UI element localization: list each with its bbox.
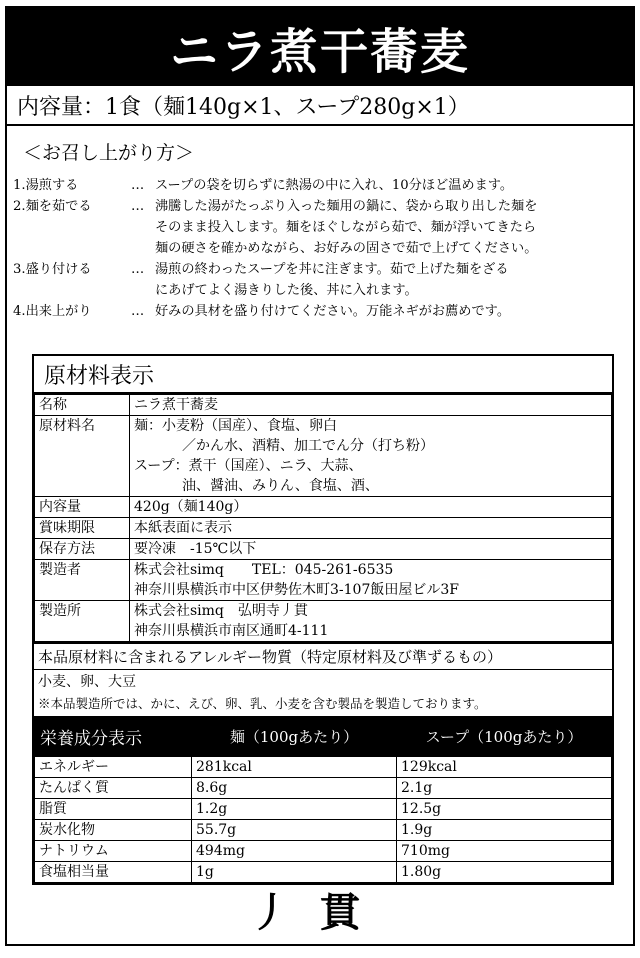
product-title: ニラ煮干蕎麦 [7,8,633,86]
step-line: スープの袋を切らずに熱湯の中に入れ、10分ほど温めます。 [155,178,514,193]
raw-value [130,416,612,497]
raw-label: 原材料名 [35,416,130,497]
maker-value [130,560,612,601]
table-row [35,862,612,883]
table-row [35,757,612,778]
table-row [35,539,612,560]
howto-steps [13,175,627,322]
howto-section [7,126,633,322]
ingredients-panel [32,354,614,885]
table-row [35,820,612,841]
step-label: 3.盛り付ける [13,262,92,277]
nutrient-name: 脂質 [35,799,192,820]
name-label: 名称 [35,395,130,416]
nutrition-heading: 栄養成分表示 [40,728,142,749]
nutrient-name: エネルギー [35,757,192,778]
nutrient-name: ナトリウム [35,841,192,862]
soup-value: 2.1g [397,778,612,799]
factory-label: 製造所 [35,601,130,642]
storage-label: 保存方法 [35,539,130,560]
table-row [35,560,612,601]
step-dots: … [131,178,145,193]
noodle-value: 494mg [192,841,397,862]
nutrition-col-noodle: 麺（100gあたり） [229,727,359,746]
nutrient-name: 食塩相当量 [35,862,192,883]
allergy-section [34,642,612,716]
ingredients-table [34,394,612,642]
content-amount: 内容量：1食（麺140g×1、スープ280g×1） [7,86,633,126]
step-body [155,301,627,322]
factory-line: 神奈川県横浜市南区通町4-111 [134,623,329,639]
allergy-body [34,670,612,716]
soup-value: 710mg [397,841,612,862]
step-line: そのまま投入します。麺をほぐしながら茹で、麺が浮いてきたら [155,220,537,235]
table-row [35,841,612,862]
nutrition-table [34,756,612,883]
soup-value: 1.80g [397,862,612,883]
step-dots: … [131,262,145,277]
howto-step [13,301,627,322]
step-dots: … [131,199,145,214]
noodle-value: 1g [192,862,397,883]
table-row [35,799,612,820]
noodle-value: 1.2g [192,799,397,820]
maker-line: 神奈川県横浜市中区伊勢佐木町3-107飯田屋ビル3F [134,582,459,598]
raw-line: スープ：煮干（国産）、ニラ、大蒜、 [134,458,363,474]
step-dots: … [131,304,145,319]
howto-step [13,196,627,259]
brand-seal: 丿貫 [250,889,390,936]
expiry-value: 本紙表面に表示 [130,518,612,539]
storage-value: 要冷凍 -15℃以下 [130,539,612,560]
maker-line: 株式会社simq TEL：045-261-6535 [134,562,394,578]
step-line: 沸騰した湯がたっぷり入った麺用の鍋に、袋から取り出した麺を [155,199,538,214]
nutrition-header [34,716,612,756]
howto-step [13,175,627,196]
allergy-items: 小麦、卵、大豆 [38,674,136,690]
factory-value [130,601,612,642]
noodle-value: 281kcal [192,757,397,778]
nutrient-name: たんぱく質 [35,778,192,799]
factory-line: 株式会社simq 弘明寺丿貫 [134,603,308,619]
table-row [35,497,612,518]
step-label: 1.湯煎する [13,178,79,193]
howto-step [13,259,627,301]
table-row [35,395,612,416]
noodle-value: 55.7g [192,820,397,841]
step-line: 好みの具材を盛り付けてください。万能ネギがお薦めです。 [155,304,511,319]
table-row [35,518,612,539]
noodle-value: 8.6g [192,778,397,799]
step-body [155,196,627,259]
step-line: 麺の硬さを確かめながら、お好みの固さで茹で上げてください。 [155,241,538,256]
maker-label: 製造者 [35,560,130,601]
expiry-label: 賞味期限 [35,518,130,539]
amount-value: 420g（麺140g） [130,497,612,518]
step-body [155,175,627,196]
allergy-note: ※本品製造所では、かに、えび、卵、乳、小麦を含む製品を製造しております。 [38,696,487,711]
step-label: 4.出来上がり [13,304,92,319]
step-label: 2.麺を茹でる [13,199,92,214]
step-line: にあげてよく湯きりした後、丼に入れます。 [155,283,418,298]
table-row [35,778,612,799]
name-value: ニラ煮干蕎麦 [130,395,612,416]
table-row [35,416,612,497]
raw-line: 油、醤油、みりん、食塩、酒、 [182,478,379,494]
raw-line: ／かん水、酒精、加工でん分（打ち粉） [182,438,434,454]
amount-label: 内容量 [35,497,130,518]
label-sheet [5,6,635,946]
table-row [35,601,612,642]
nutrition-col-soup: スープ（100gあたり） [425,727,583,746]
nutrient-name: 炭水化物 [35,820,192,841]
step-body [155,259,627,301]
soup-value: 129kcal [397,757,612,778]
howto-heading: ＜お召し上がり方＞ [23,142,195,164]
soup-value: 12.5g [397,799,612,820]
raw-line: 麺：小麦粉（国産）、食塩、卵白 [134,418,337,434]
step-line: 湯煎の終わったスープを丼に注ぎます。茹で上げた麺をざる [155,262,509,277]
soup-value: 1.9g [397,820,612,841]
ingredients-heading: 原材料表示 [34,356,612,394]
allergy-heading: 本品原材料に含まれるアレルギー物質（特定原材料及び準ずるもの） [34,644,612,670]
